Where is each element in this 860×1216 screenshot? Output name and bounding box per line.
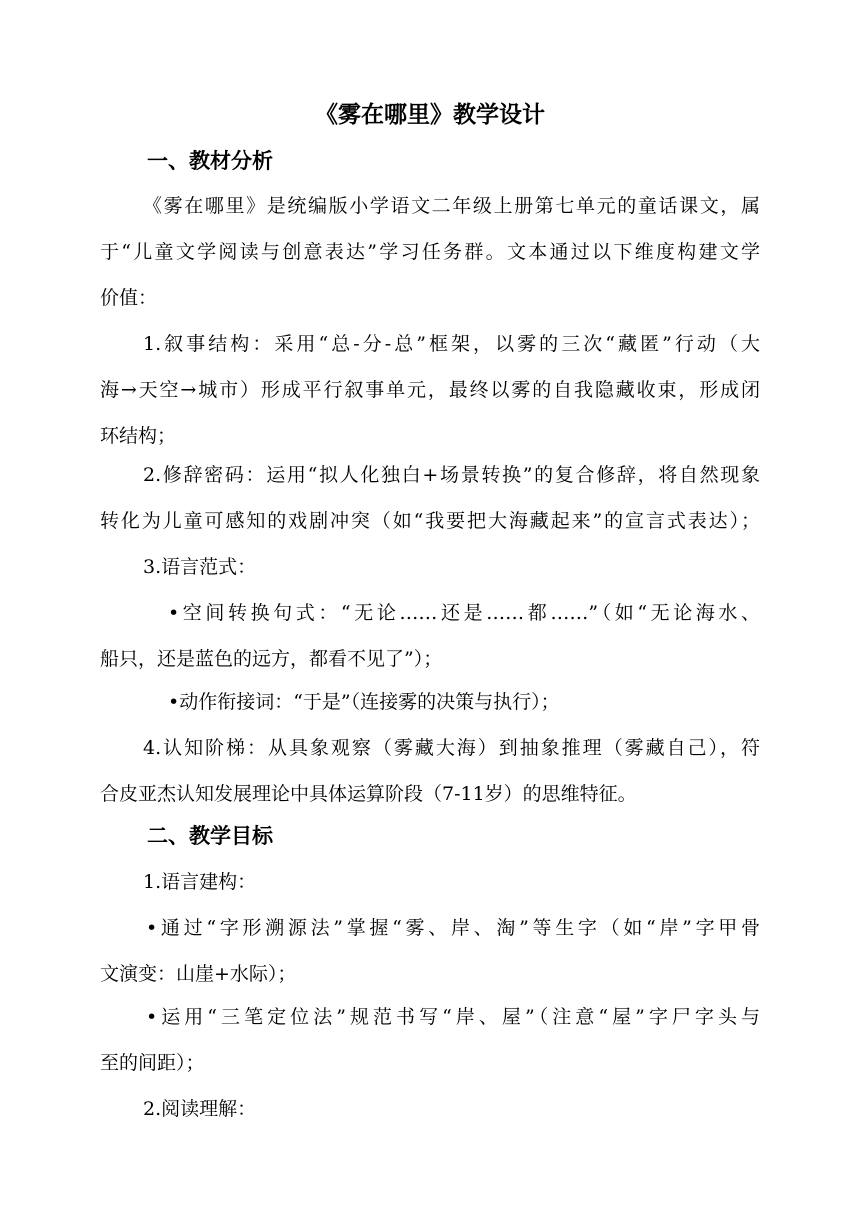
list-item-line: 2.修辞密码：运用“拟人化独白+场景转换”的复合修辞，将自然现象: [143, 464, 760, 486]
paragraph-line: 价值：: [100, 287, 158, 309]
list-item-line: 1.叙事结构：采用“总-分-总”框架，以雾的三次“藏匿”行动（大: [143, 333, 760, 355]
list-item-line: 3.语言范式：: [143, 556, 257, 578]
section-heading-textbook-analysis: 一、教材分析: [147, 149, 273, 173]
bullet-line: •空间转换句式：“无论……还是……都……”（如“无论海水、: [168, 602, 760, 624]
bullet-line: •运用“三笔定位法”规范书写“岸、屋”（注意“屋”字尸字头与: [146, 1006, 760, 1028]
paragraph-line: 《雾在哪里》是统编版小学语文二年级上册第七单元的童话课文，属: [143, 195, 760, 217]
bullet-line: 船只，还是蓝色的远方，都看不见了”）；: [100, 648, 443, 670]
list-item-line: 合皮亚杰认知发展理论中具体运算阶段（7-11岁）的思维特征。: [100, 783, 637, 805]
list-item-line: 2.阅读理解：: [143, 1098, 257, 1120]
bullet-line: 至的间距）；: [100, 1052, 205, 1074]
bullet-line: •通过“字形溯源法”掌握“雾、岸、淘”等生字（如“岸”字甲骨: [146, 917, 760, 939]
paragraph-line: 于“儿童文学阅读与创意表达”学习任务群。文本通过以下维度构建文学: [100, 241, 760, 263]
list-item-line: 海→天空→城市）形成平行叙事单元，最终以雾的自我隐藏收束，形成闭: [100, 379, 760, 401]
list-item-line: 环结构；: [100, 425, 177, 447]
list-item-line: 4.认知阶梯：从具象观察（雾藏大海）到抽象推理（雾藏自己），符: [143, 737, 760, 759]
list-item-line: 转化为儿童可感知的戏剧冲突（如“我要把大海藏起来”的宣言式表达）；: [100, 510, 760, 532]
bullet-line: 文演变：山崖+水际）；: [100, 963, 297, 985]
bullet-line: •动作衔接词：“于是”（连接雾的决策与执行）；: [168, 691, 560, 713]
document-title: 《雾在哪里》教学设计: [315, 102, 545, 128]
list-item-line: 1.语言建构：: [143, 871, 257, 893]
section-heading-teaching-goals: 二、教学目标: [147, 824, 273, 848]
